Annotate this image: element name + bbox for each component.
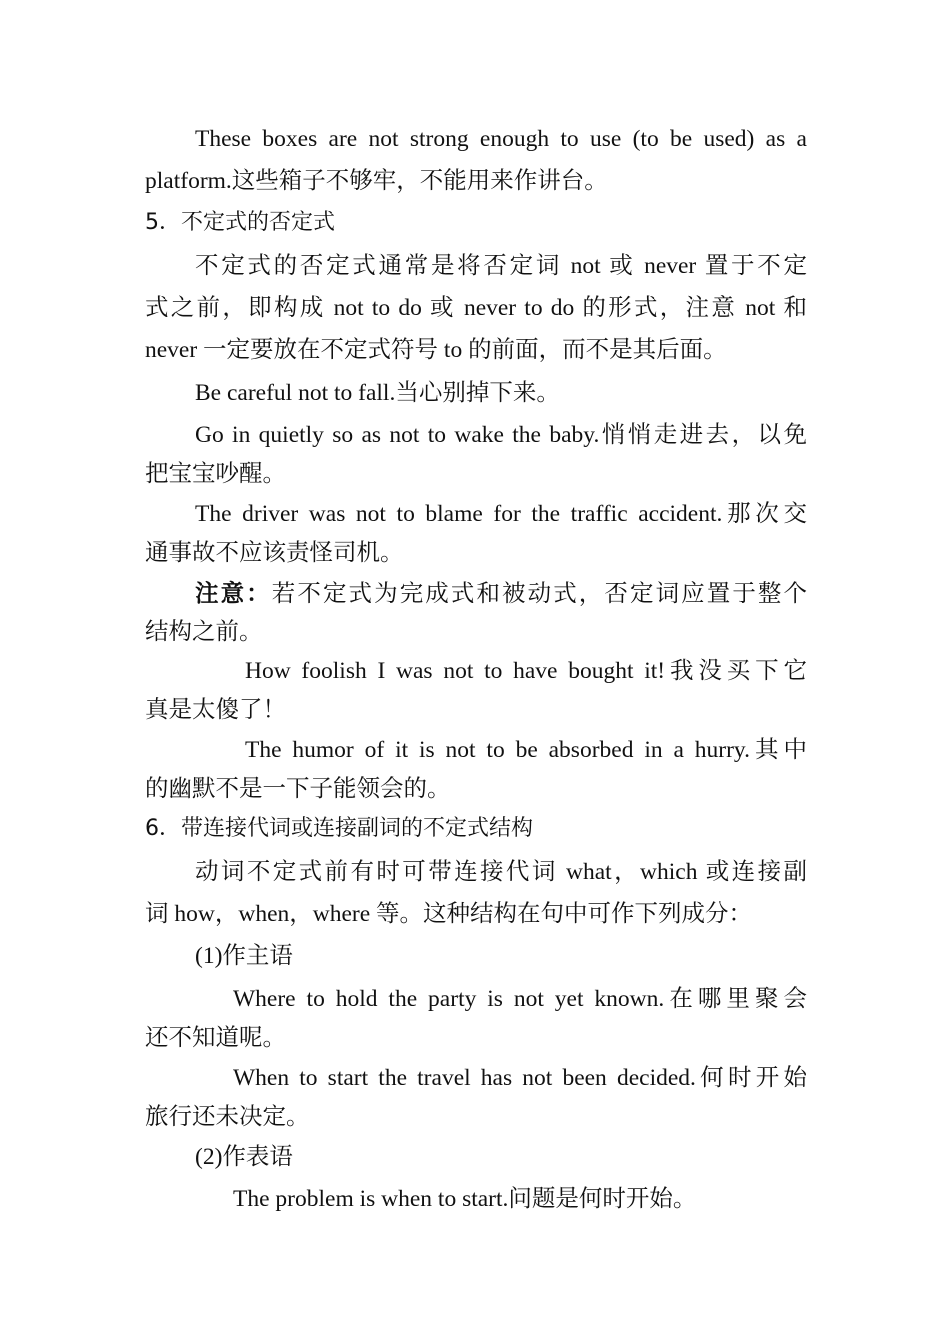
note-label: 注意： xyxy=(195,579,272,607)
text-line xyxy=(195,857,807,887)
section-heading xyxy=(145,814,807,844)
text-line xyxy=(145,538,807,568)
text-line xyxy=(233,1184,807,1214)
text-line xyxy=(195,378,807,408)
line-text: 不定式的否定式通常是将否定词 not 或 never 置于不定 xyxy=(195,253,807,279)
line-text: When to start the travel has not been decided.何时开始 xyxy=(233,1065,807,1091)
line-text: Go in quietly so as not to wake the baby.悄悄走进去，以免 xyxy=(195,422,807,448)
text-line xyxy=(233,984,807,1014)
text-line xyxy=(245,656,807,686)
text-line xyxy=(145,695,807,725)
text-line xyxy=(195,251,807,281)
line-text: The problem is when to start.问题是何时开始。 xyxy=(233,1186,697,1212)
line-text: 结构之前。 xyxy=(145,619,263,645)
line-text: Be careful not to fall.当心别掉下来。 xyxy=(195,380,560,406)
line-text: These boxes are not strong enough to use (to be used) as a xyxy=(195,126,807,152)
line-text: 若不定式为完成式和被动式，否定词应置于整个 xyxy=(271,581,808,607)
line-text: Where to hold the party is not yet known.在哪里聚会 xyxy=(233,986,807,1012)
text-line xyxy=(145,774,807,804)
text-line xyxy=(195,124,807,154)
text-line xyxy=(145,1102,807,1132)
line-text: The driver was not to blame for the traffic accident.那次交 xyxy=(195,501,807,527)
line-text: The humor of it is not to be absorbed in a hurry.其中 xyxy=(245,737,807,763)
text-line xyxy=(145,459,807,489)
line-text: never 一定要放在不定式符号 to 的前面，而不是其后面。 xyxy=(145,337,727,363)
line-text: 词 how，when，where 等。这种结构在句中可作下列成分： xyxy=(145,901,753,927)
line-text: 动词不定式前有时可带连接代词 what，which 或连接副 xyxy=(195,859,807,885)
text-line xyxy=(145,166,807,196)
line-text: 真是太傻了！ xyxy=(145,697,286,723)
text-line xyxy=(145,293,807,323)
text-line xyxy=(233,1063,807,1093)
text-line xyxy=(195,420,807,450)
line-text: How foolish I was not to have bought it!我没买下它 xyxy=(245,658,807,684)
line-text: 通事故不应该责怪司机。 xyxy=(145,540,404,566)
line-text: (2)作表语 xyxy=(195,1144,293,1170)
line-text: 6．带连接代词或连接副词的不定式结构 xyxy=(145,816,533,841)
text-line xyxy=(145,1023,807,1053)
text-line xyxy=(145,335,807,365)
text-line xyxy=(195,578,807,609)
line-text: 式之前，即构成 not to do 或 never to do 的形式，注意 not 和 xyxy=(145,295,807,321)
text-line xyxy=(145,899,807,929)
line-text: 还不知道呢。 xyxy=(145,1025,286,1051)
text-line xyxy=(245,735,807,765)
line-text: 旅行还未决定。 xyxy=(145,1104,310,1130)
text-line xyxy=(145,617,807,647)
line-text: platform.这些箱子不够牢，不能用来作讲台。 xyxy=(145,168,608,194)
text-line xyxy=(195,499,807,529)
line-text: 把宝宝吵醒。 xyxy=(145,461,286,487)
line-text: 的幽默不是一下子能领会的。 xyxy=(145,776,451,802)
text-line xyxy=(195,1142,807,1172)
text-line xyxy=(195,941,807,971)
section-heading xyxy=(145,208,807,238)
line-text: (1)作主语 xyxy=(195,943,293,969)
line-text: 5．不定式的否定式 xyxy=(145,210,335,235)
